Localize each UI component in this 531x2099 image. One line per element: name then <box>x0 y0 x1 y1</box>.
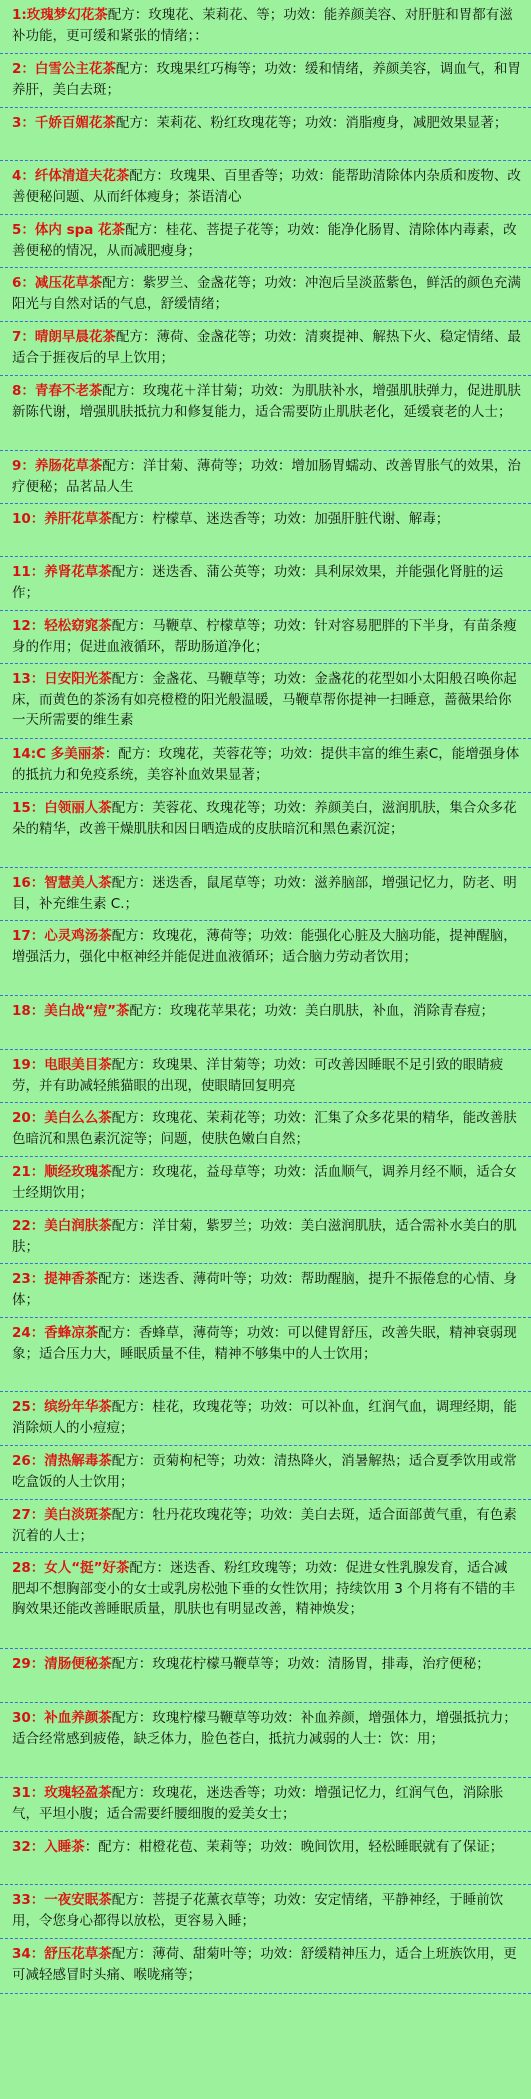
entry-number: 17： <box>12 928 45 944</box>
tea-name: 清肠便秘茶 <box>44 1656 112 1672</box>
tea-description: 配方：玫瑰花苹果花；功效：美白肌肤，补血，消除青春痘； <box>129 1003 495 1019</box>
tea-entry <box>0 921 531 996</box>
entry-number: 30： <box>12 1710 45 1726</box>
tea-description: 配方：贡菊枸杞等；功效：清热降火，消暑解热；适合夏季饮用或常吃盒饭的人士饮用； <box>12 1453 517 1490</box>
tea-description: 配方：桂花，玫瑰花等；功效：可以补血，红润气血，调理经期，能消除烦人的小痘痘； <box>12 1399 517 1436</box>
tea-entry <box>0 451 531 504</box>
entry-number: 32： <box>12 1839 45 1855</box>
tea-description: 配方：牡丹花玫瑰花等；功效：美白去斑，适合面部黄气重，有色素沉着的人士； <box>12 1507 517 1544</box>
entry-number: 6： <box>12 275 35 291</box>
entry-number: 27： <box>12 1507 45 1523</box>
tea-entry <box>0 1703 531 1778</box>
tea-description: 配方：洋甘菊，紫罗兰；功效：美白滋润肌肤，适合需补水美白的肌肤； <box>12 1218 517 1255</box>
tea-description: ：配方：柑橙花苞、茉莉等；功效：晚间饮用，轻松睡眠就有了保证； <box>84 1839 504 1855</box>
tea-description: 配方：芙蓉花、玫瑰花等；功效：养颜美白，滋润肌肤，集合众多花朵的精华，改善干燥肌肤和因日晒造成的皮肤暗沉和黑色素沉淀； <box>12 800 517 837</box>
entry-number: 8： <box>12 383 35 399</box>
tea-entry <box>0 739 531 793</box>
tea-name: 养肾花草茶 <box>44 564 112 580</box>
tea-entry <box>0 1318 531 1392</box>
tea-entry <box>0 376 531 451</box>
tea-name: 电眼美目茶 <box>44 1057 112 1073</box>
tea-name: 智慧美人茶 <box>44 875 112 891</box>
tea-description: 配方：玫瑰花＋洋甘菊；功效：为肌肤补水，增强肌肤弹力，促进肌肤新陈代谢，增强肌肤抵抗力和修复能力，适合需要防止肌肤老化，延缓衰老的人士； <box>12 383 521 420</box>
tea-entry <box>0 557 531 611</box>
tea-entry <box>0 1553 531 1649</box>
tea-description: 配方：玫瑰果红巧梅等；功效：缓和情绪，养颜美容，调血气，和胃养肝，美白去斑； <box>12 61 521 98</box>
entry-number: 34： <box>12 1946 45 1962</box>
tea-name: 一夜安眠茶 <box>44 1892 112 1908</box>
tea-description: 配方：玫瑰花、茉莉花等；功效：汇集了众多花果的精华，能改善肤色暗沉和黑色素沉淀等；问题，使肤色嫩白自然； <box>12 1110 517 1147</box>
tea-entry <box>0 0 531 54</box>
tea-description: 配方：洋甘菊、薄荷等；功效：增加肠胃蠕动、改善胃胀气的效果，治疗便秘；品茗品人生 <box>12 458 521 495</box>
tea-entry <box>0 268 531 322</box>
tea-name: 女人“挺”好茶 <box>44 1560 130 1576</box>
tea-name: 青春不老茶 <box>34 383 103 399</box>
tea-name: 舒压花草茶 <box>44 1946 112 1962</box>
tea-description: 配方：薄荷、甜菊叶等；功效：舒缓精神压力，适合上班族饮用，更可减轻感冒时头痛、喉咙痛等； <box>12 1946 517 1983</box>
entry-number: 10： <box>12 511 45 527</box>
tea-name: 轻松窈窕茶 <box>44 618 112 634</box>
tea-description: 配方：迷迭香，鼠尾草等；功效：滋养脑部，增强记忆力，防老、明目，补充维生素 C.； <box>12 875 517 912</box>
entry-number: 20： <box>12 1110 45 1126</box>
tea-name: 顺经玫瑰茶 <box>44 1164 112 1180</box>
tea-description: 配方：紫罗兰、金盏花等；功效：冲泡后呈淡蓝紫色，鲜活的颜色充满阳光与自然对话的气息，舒缓情绪； <box>12 275 521 312</box>
entry-number: 19： <box>12 1057 45 1073</box>
entry-number: 5： <box>12 222 35 238</box>
entry-number: 7： <box>12 329 35 345</box>
entry-number: 25： <box>12 1399 45 1415</box>
tea-name: 玫瑰轻盈茶 <box>44 1785 112 1801</box>
tea-entry <box>0 1649 531 1703</box>
entry-number: 15： <box>12 800 45 816</box>
tea-entry <box>0 1885 531 1939</box>
tea-entry <box>0 1211 531 1264</box>
entry-number: 31： <box>12 1785 45 1801</box>
tea-entry <box>0 793 531 868</box>
tea-name: 清热解毒茶 <box>44 1453 112 1469</box>
tea-entry <box>0 322 531 376</box>
tea-entry <box>0 1778 531 1832</box>
tea-description: 配方：玫瑰花，益母草等；功效：活血顺气，调养月经不顺，适合女士经期饮用； <box>12 1164 517 1201</box>
tea-description: 配方：迷迭香、粉红玫瑰等；功效：促进女性乳腺发育，适合减肥却不想胸部变小的女士或乳房松弛下垂的女性饮用；持续饮用 3 个月将有不错的丰胸效果还能改善睡眠质量，肌肤也有明显改善，精神焕发； <box>12 1560 516 1617</box>
tea-name: 日安阳光茶 <box>44 671 112 687</box>
tea-name: 千娇百媚花茶 <box>34 115 116 131</box>
tea-name: 香蜂凉茶 <box>44 1325 99 1341</box>
entry-number: 24： <box>12 1325 45 1341</box>
tea-entry <box>0 108 531 161</box>
entry-number: 14:C 多美丽茶 <box>12 746 105 762</box>
tea-description: 配方：玫瑰果、百里香等；功效：能帮助清除体内杂质和废物、改善便秘问题、从而纤体瘦身；茶语清心 <box>12 168 521 205</box>
tea-name: 补血养颜茶 <box>44 1710 112 1726</box>
tea-description: 配方：玫瑰果、洋甘菊等；功效：可改善因睡眠不足引致的眼睛疲劳，并有助减轻熊猫眼的出现，使眼睛回复明亮 <box>12 1057 504 1094</box>
tea-description: 配方：玫瑰花、茉莉花、等；功效：能养颜美容、对肝脏和胃都有滋补功能，更可缓和紧张的情绪；： <box>12 7 513 44</box>
tea-entry <box>0 1446 531 1500</box>
tea-description: 配方：香蜂草，薄荷等；功效：可以健胃舒压，改善失眠，精神衰弱现象；适合压力大，睡眠质量不佳，精神不够集中的人士饮用； <box>12 1325 517 1362</box>
tea-name: 提神香茶 <box>44 1271 99 1287</box>
entry-number: 13： <box>12 671 45 687</box>
entry-number: 16： <box>12 875 45 891</box>
tea-entry <box>0 664 531 739</box>
tea-name: 入睡茶 <box>44 1839 85 1855</box>
entry-number: 12： <box>12 618 45 634</box>
tea-entry <box>0 54 531 108</box>
tea-entry <box>0 1939 531 1994</box>
tea-name: 美白淡斑茶 <box>44 1507 112 1523</box>
tea-entry <box>0 504 531 557</box>
entry-number: 9： <box>12 458 35 474</box>
tea-description: 配方：薄荷、金盏花等；功效：清爽提神、解热下火、稳定情绪、最适合于捱夜后的早上饮用； <box>12 329 521 366</box>
tea-name: 美白润肤茶 <box>44 1218 112 1234</box>
entry-number: 4： <box>12 168 35 184</box>
entry-number: 29： <box>12 1656 45 1672</box>
tea-entry <box>0 161 531 215</box>
tea-name: 美白战“痘”茶 <box>44 1003 130 1019</box>
tea-description: 配方：茉莉花、粉红玫瑰花等；功效：消脂瘦身，减肥效果显著； <box>115 115 508 131</box>
entry-number: 11： <box>12 564 45 580</box>
tea-entry <box>0 1392 531 1446</box>
tea-name: 体内 spa 花茶 <box>34 222 126 238</box>
tea-name: 白领丽人茶 <box>44 800 112 816</box>
tea-name: 美白么么茶 <box>44 1110 112 1126</box>
tea-description: 配方：玫瑰花，迷迭香等；功效：增强记忆力，红润气色，消除胀气，平坦小腹；适合需要纤腰细腹的爱美女士； <box>12 1785 504 1822</box>
entry-number: 2： <box>12 61 35 77</box>
tea-name: 养肠花草茶 <box>34 458 103 474</box>
tea-entry <box>0 215 531 268</box>
tea-description: 配方：玫瑰花，薄荷等；功效：能强化心脏及大脑功能，提神醒脑，增强活力，强化中枢神经并能促进血液循环；适合脑力劳动者饮用； <box>12 928 517 965</box>
tea-entry <box>0 1500 531 1553</box>
tea-description: 配方：柠檬草、迷迭香等；功效：加强肝脏代谢、解毒； <box>111 511 450 527</box>
tea-description: ：配方：玫瑰花，芙蓉花等；功效：提供丰富的维生素C，能增强身体的抵抗力和免疫系统，美容补血效果显著； <box>12 746 520 783</box>
tea-description: 配方：菩提子花薰衣草等；功效：安定情绪，平静神经，于睡前饮用，令您身心都得以放松，更容易入睡； <box>12 1892 504 1929</box>
tea-entry <box>0 1103 531 1157</box>
tea-description: 配方：桂花、菩提子花等；功效：能净化肠胃、清除体内毒素，改善便秘的情况，从而减肥瘦身； <box>12 222 517 259</box>
entry-number: 33： <box>12 1892 45 1908</box>
tea-description: 配方：迷迭香、蒲公英等；功效：具利尿效果，并能强化肾脏的运作； <box>12 564 504 601</box>
entry-number: 28： <box>12 1560 45 1576</box>
tea-description: 配方：马鞭草、柠檬草等；功效：针对容易肥胖的下半身，有苗条瘦身的作用；促进血液循环，帮助肠道净化； <box>12 618 517 655</box>
tea-name: 白雪公主花茶 <box>34 61 116 77</box>
tea-name: 缤纷年华茶 <box>44 1399 112 1415</box>
entry-number: 21： <box>12 1164 45 1180</box>
tea-description: 配方：金盏花、马鞭草等；功效：金盏花的花型如小太阳般召唤你起床，而黄色的茶汤有如亮橙橙的阳光般温暖，马鞭草帮你提神一扫睡意，蔷薇果给你一天所需要的维生素 <box>12 671 517 728</box>
entry-number: 22： <box>12 1218 45 1234</box>
tea-entry <box>0 868 531 921</box>
tea-entry <box>0 996 531 1050</box>
tea-name: 纤体清道夫花茶 <box>34 168 130 184</box>
tea-entry <box>0 1264 531 1318</box>
tea-description: 配方：玫瑰柠檬马鞭草等功效：补血养颜，增强体力，增强抵抗力；适合经常感到疲倦，缺乏体力，脸色苍白，抵抗力减弱的人士：饮：用； <box>12 1710 517 1747</box>
tea-name: 减压花草茶 <box>34 275 103 291</box>
tea-name: 晴朗早晨花茶 <box>34 329 116 345</box>
entry-number: 3： <box>12 115 35 131</box>
tea-entry <box>0 611 531 664</box>
entry-number: 18： <box>12 1003 45 1019</box>
tea-description: 配方：玫瑰花柠檬马鞭草等；功效：清肠胃，排毒，治疗便秘； <box>111 1656 490 1672</box>
entry-number: 26： <box>12 1453 45 1469</box>
tea-entry <box>0 1157 531 1211</box>
entry-number: 1: <box>12 7 27 23</box>
entry-number: 23： <box>12 1271 45 1287</box>
tea-name: 养肝花草茶 <box>44 511 112 527</box>
tea-entry <box>0 1832 531 1885</box>
tea-entry <box>0 1050 531 1103</box>
tea-name: 心灵鸡汤茶 <box>44 928 112 944</box>
tea-name: 玫瑰梦幻花茶 <box>26 7 108 23</box>
tea-description: 配方：迷迭香、薄荷叶等；功效：帮助醒脑，提升不振倦怠的心情、身体； <box>12 1271 517 1308</box>
